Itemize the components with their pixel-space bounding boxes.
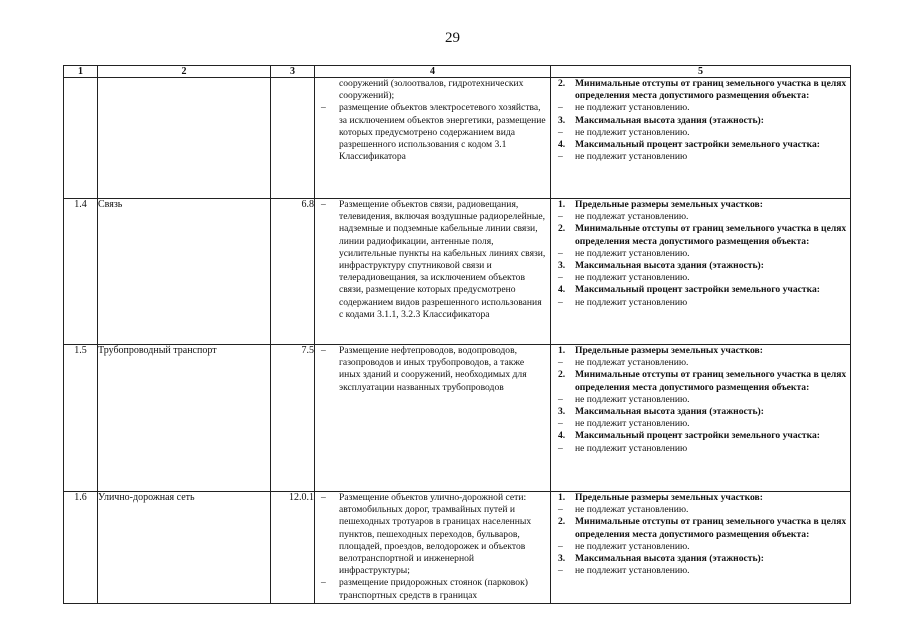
use-code: 6.8 xyxy=(271,199,315,345)
table-row xyxy=(64,492,851,604)
parameter-title: Максимальная высота здания (этажность): xyxy=(575,260,764,272)
description-item xyxy=(315,577,550,601)
parameter-title: Минимальные отступы от границ земельного участка в целях определения места допустимого размещения объекта: xyxy=(575,223,847,247)
use-name: Трубопроводный транспорт xyxy=(98,345,271,492)
description-text: Размещение объектов улично-дорожной сети: автомобильных дорог, трамвайных путей и пешеходных тротуаров в границах населенных пунктов, пешеходных переходов, бульваров, площадей, проездов, велодорожек и объектов велотранспортной и инженерной инфраструктуры; xyxy=(339,492,532,577)
parameter-number: 1. xyxy=(558,345,566,356)
description-text: размещение придорожных стоянок (парковок) транспортных средств в границах xyxy=(339,577,528,601)
parameter-value xyxy=(551,127,850,139)
parameter-block xyxy=(551,369,850,406)
parameter-value xyxy=(551,541,850,553)
header-col-5: 5 xyxy=(551,66,851,78)
parameter-block xyxy=(551,115,850,139)
parameter-heading xyxy=(551,369,850,393)
dash-marker: – xyxy=(321,199,326,210)
parameter-heading xyxy=(551,260,850,272)
dash-marker: – xyxy=(558,151,563,163)
parameter-number: 3. xyxy=(558,406,566,418)
parameter-title: Предельные размеры земельных участков: xyxy=(575,199,763,210)
parameter-value xyxy=(551,565,850,577)
use-code: 7.5 xyxy=(271,345,315,492)
parameter-title: Максимальная высота здания (этажность): xyxy=(575,553,764,565)
header-col-1: 1 xyxy=(64,66,98,78)
use-name: Связь xyxy=(98,199,271,345)
dash-marker: – xyxy=(558,247,563,259)
parameter-number: 2. xyxy=(558,223,566,235)
parameter-number: 2. xyxy=(558,369,566,381)
parameter-block xyxy=(551,430,850,454)
dash-marker: – xyxy=(558,102,563,114)
description-list xyxy=(315,199,550,321)
description-item xyxy=(315,345,550,394)
parameter-title: Максимальный процент застройки земельного участка: xyxy=(575,284,820,296)
table-row xyxy=(64,199,851,345)
parameter-heading xyxy=(551,139,850,151)
use-code xyxy=(271,78,315,199)
header-col-2: 2 xyxy=(98,66,271,78)
row-number: 1.5 xyxy=(64,345,98,492)
use-description xyxy=(315,78,551,199)
description-item xyxy=(315,78,550,102)
parameter-value-text: не подлежит установлению. xyxy=(575,247,690,259)
parameter-number: 2. xyxy=(558,516,566,528)
dash-marker: – xyxy=(558,357,563,369)
page-number: 29 xyxy=(445,30,460,46)
parameter-value-text: не подлежит установлению. xyxy=(575,272,690,284)
parameter-value-text: не подлежит установлению. xyxy=(575,102,690,114)
parameter-value-text: не подлежит установлению. xyxy=(575,393,690,405)
parameter-value xyxy=(551,443,850,455)
dash-marker: – xyxy=(558,418,563,430)
parameter-block xyxy=(551,492,850,516)
parameter-value-text: не подлежат установлению. xyxy=(575,504,689,516)
parameter-value-text: не подлежит установлению xyxy=(575,296,688,308)
description-text: размещение объектов электросетевого хозяйства, за исключением объектов энергетики, размещение которых предусмотрено содержанием вида разрешенного использования с кодом 3.1 Классификатора xyxy=(339,102,546,163)
use-description xyxy=(315,199,551,345)
parameter-value-text: не подлежит установлению. xyxy=(575,540,690,552)
parameter-title: Предельные размеры земельных участков: xyxy=(575,492,763,503)
description-list xyxy=(315,78,550,163)
dash-marker: – xyxy=(558,442,563,454)
use-name: Улично-дорожная сеть xyxy=(98,492,271,604)
dash-marker: – xyxy=(321,345,326,356)
header-col-3: 3 xyxy=(271,66,315,78)
parameter-block xyxy=(551,406,850,430)
dash-marker: – xyxy=(558,126,563,138)
parameter-block xyxy=(551,139,850,163)
description-item xyxy=(315,199,550,321)
dash-marker: – xyxy=(321,492,326,503)
parameter-heading xyxy=(551,199,850,211)
parameter-value-text: не подлежит установлению. xyxy=(575,126,690,138)
parameter-number: 3. xyxy=(558,260,566,272)
parameter-heading xyxy=(551,492,850,504)
dash-marker: – xyxy=(558,393,563,405)
use-description xyxy=(315,492,551,604)
parameter-value xyxy=(551,357,850,369)
row-number: 1.4 xyxy=(64,199,98,345)
dash-marker: – xyxy=(558,272,563,284)
dash-marker: – xyxy=(321,577,326,589)
parameter-value-text: не подлежит установлению xyxy=(575,442,688,454)
parameter-heading xyxy=(551,284,850,296)
parameter-value xyxy=(551,394,850,406)
parameter-block xyxy=(551,260,850,284)
use-parameters xyxy=(551,78,851,199)
parameter-heading xyxy=(551,78,850,102)
parameter-value xyxy=(551,211,850,223)
description-list xyxy=(315,345,550,394)
parameter-title: Максимальная высота здания (этажность): xyxy=(575,114,764,126)
dash-marker: – xyxy=(558,296,563,308)
parameter-heading xyxy=(551,115,850,127)
parameter-block xyxy=(551,284,850,308)
parameter-heading xyxy=(551,516,850,540)
description-item xyxy=(315,492,550,577)
description-text: Размещение нефтепроводов, водопроводов, газопроводов и иных трубопроводов, а также иных зданий и сооружений, необходимых для эксплуатации названных трубопроводов xyxy=(339,345,527,393)
parameter-block xyxy=(551,553,850,577)
parameter-value-text: не подлежит установлению. xyxy=(575,565,690,577)
parameter-number: 3. xyxy=(558,553,566,565)
parameter-block xyxy=(551,78,850,115)
description-text: Размещение объектов связи, радиовещания, телевидения, включая воздушные радиорелейные, надземные и подземные кабельные линии связи, линии радиофикации, антенные поля, усилительные пункты на кабельных линиях связи, инфраструктуру спутниковой связи и телерадиовещания, за исключением объектов связи, размещение которых предусмотрено содержанием видов разрешенного использования с кодами 3.1.1, 3.2.3 Классификатора xyxy=(339,199,546,320)
parameter-heading xyxy=(551,345,850,357)
dash-marker xyxy=(315,78,339,102)
description-text: сооружений (золоотвалов, гидротехнических сооружений); xyxy=(339,78,524,102)
use-parameters xyxy=(551,492,851,604)
use-code: 12.0.1 xyxy=(271,492,315,604)
table-row xyxy=(64,78,851,199)
parameter-block xyxy=(551,516,850,553)
parameter-title: Минимальные отступы от границ земельного участка в целях определения места допустимого размещения объекта: xyxy=(575,369,847,393)
parameter-value xyxy=(551,151,850,163)
row-number xyxy=(64,78,98,199)
parameter-title: Предельные размеры земельных участков: xyxy=(575,345,763,356)
parameter-value xyxy=(551,504,850,516)
parameter-number: 4. xyxy=(558,139,566,151)
parameter-number: 1. xyxy=(558,492,566,503)
zoning-table xyxy=(63,65,851,604)
parameter-value-text: не подлежит установлению. xyxy=(575,418,690,430)
parameter-value-text: не подлежат установлению. xyxy=(575,357,689,369)
description-list xyxy=(315,492,550,602)
parameter-block xyxy=(551,223,850,260)
parameter-number: 2. xyxy=(558,78,566,89)
use-description xyxy=(315,345,551,492)
use-parameters xyxy=(551,199,851,345)
parameter-title: Минимальные отступы от границ земельного участка в целях определения места допустимого размещения объекта: xyxy=(575,78,847,102)
parameter-value xyxy=(551,418,850,430)
parameter-number: 4. xyxy=(558,430,566,442)
parameter-heading xyxy=(551,223,850,247)
parameter-block xyxy=(551,199,850,223)
parameter-value xyxy=(551,297,850,309)
parameter-heading xyxy=(551,553,850,565)
parameter-title: Минимальные отступы от границ земельного участка в целях определения места допустимого размещения объекта: xyxy=(575,516,847,540)
parameter-number: 3. xyxy=(558,114,566,126)
dash-marker: – xyxy=(558,211,563,223)
dash-marker: – xyxy=(558,504,563,516)
dash-marker: – xyxy=(558,540,563,552)
use-name xyxy=(98,78,271,199)
row-number: 1.6 xyxy=(64,492,98,604)
parameter-number: 4. xyxy=(558,284,566,296)
parameter-block xyxy=(551,345,850,369)
parameter-title: Максимальный процент застройки земельного участка: xyxy=(575,139,820,151)
parameter-value-text: не подлежат установлению. xyxy=(575,211,689,223)
header-col-4: 4 xyxy=(315,66,551,78)
parameter-value xyxy=(551,272,850,284)
parameter-title: Максимальный процент застройки земельного участка: xyxy=(575,430,820,442)
parameter-value-text: не подлежит установлению xyxy=(575,151,688,163)
parameter-heading xyxy=(551,430,850,442)
use-parameters xyxy=(551,345,851,492)
dash-marker: – xyxy=(558,565,563,577)
parameter-heading xyxy=(551,406,850,418)
parameter-value xyxy=(551,102,850,114)
dash-marker: – xyxy=(321,102,326,114)
table-row xyxy=(64,345,851,492)
description-item xyxy=(315,102,550,163)
parameter-value xyxy=(551,248,850,260)
header-row xyxy=(64,66,851,78)
parameter-number: 1. xyxy=(558,199,566,210)
parameter-title: Максимальная высота здания (этажность): xyxy=(575,406,764,418)
